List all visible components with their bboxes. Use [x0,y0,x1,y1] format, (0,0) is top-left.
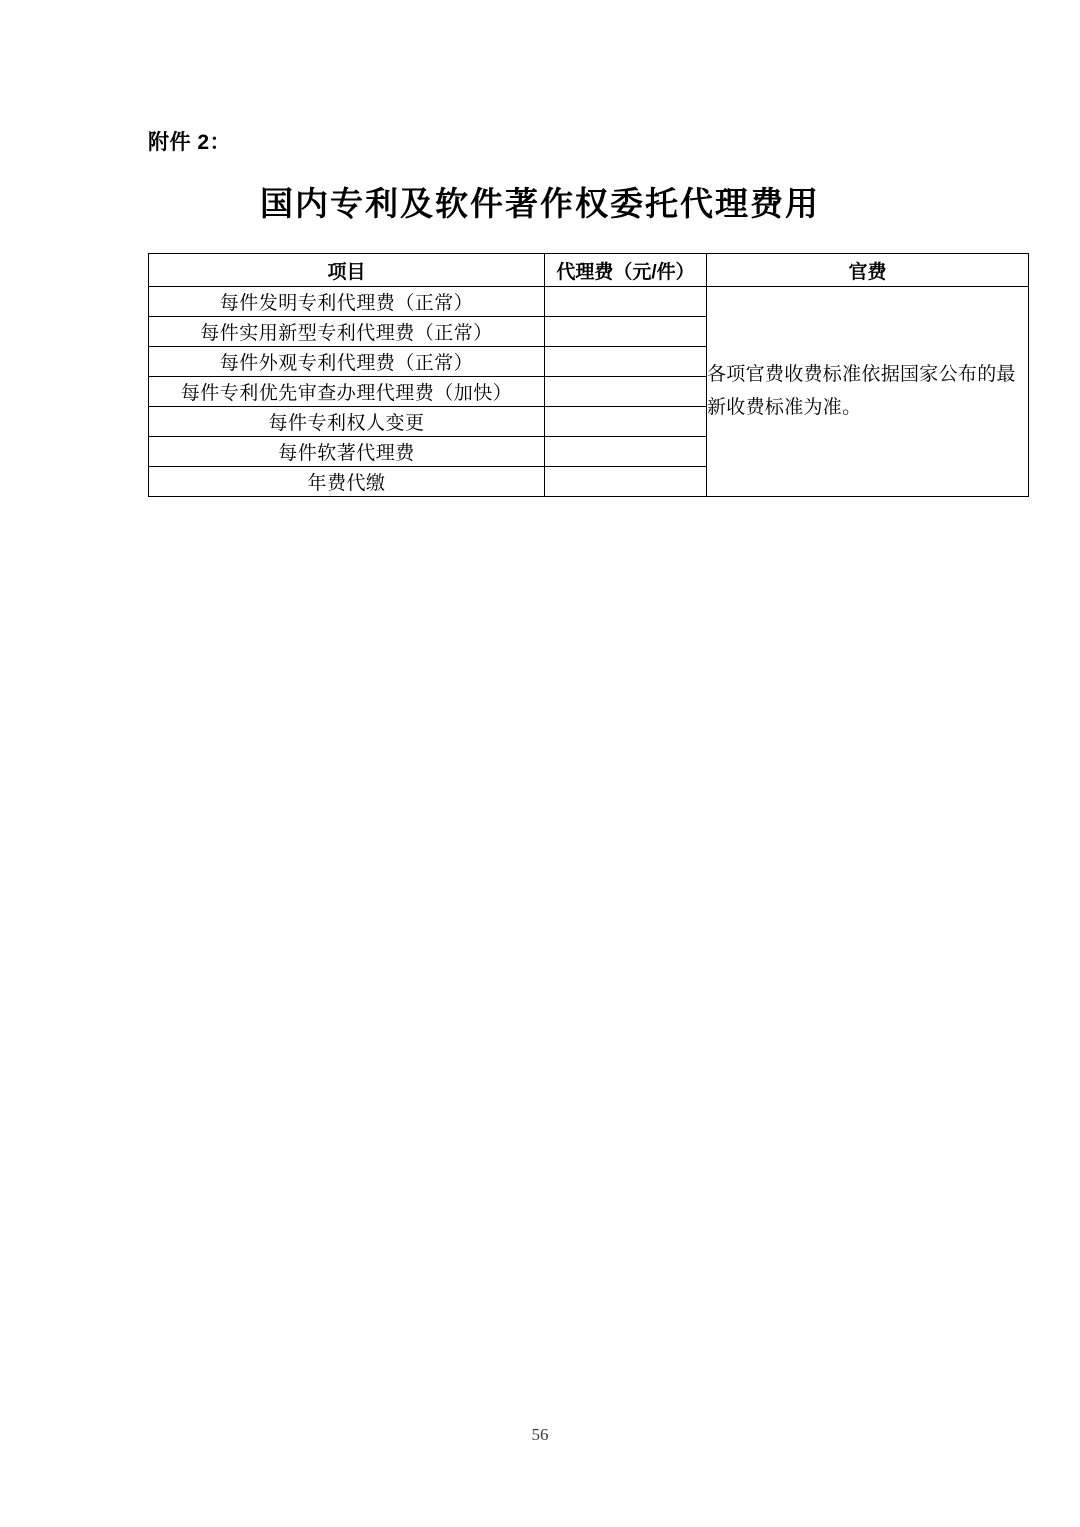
column-header-agency-fee: 代理费（元/件） [545,254,707,287]
row-item-label: 每件专利优先审查办理代理费（加快） [149,377,545,407]
official-fee-note: 各项官费收费标准依据国家公布的最新收费标准为准。 [707,287,1029,497]
row-fee-value [545,407,707,437]
page-number: 56 [531,1425,549,1444]
row-fee-value [545,287,707,317]
row-fee-value [545,437,707,467]
row-item-label: 年费代缴 [149,467,545,497]
row-item-label: 每件专利权人变更 [149,407,545,437]
row-item-label: 每件发明专利代理费（正常） [149,287,545,317]
row-item-label: 每件外观专利代理费（正常） [149,347,545,377]
row-fee-value [545,317,707,347]
row-fee-value [545,377,707,407]
attachment-label: 附件 2： [148,131,232,154]
fee-table [148,253,1029,497]
page-title: 国内专利及软件著作权委托代理费用 [260,185,820,222]
column-header-item: 项目 [149,254,545,287]
column-header-official-fee: 官费 [707,254,1029,287]
row-item-label: 每件软著代理费 [149,437,545,467]
row-fee-value [545,347,707,377]
row-item-label: 每件实用新型专利代理费（正常） [149,317,545,347]
table-row [149,287,1029,317]
row-fee-value [545,467,707,497]
table-header-row [149,254,1029,287]
